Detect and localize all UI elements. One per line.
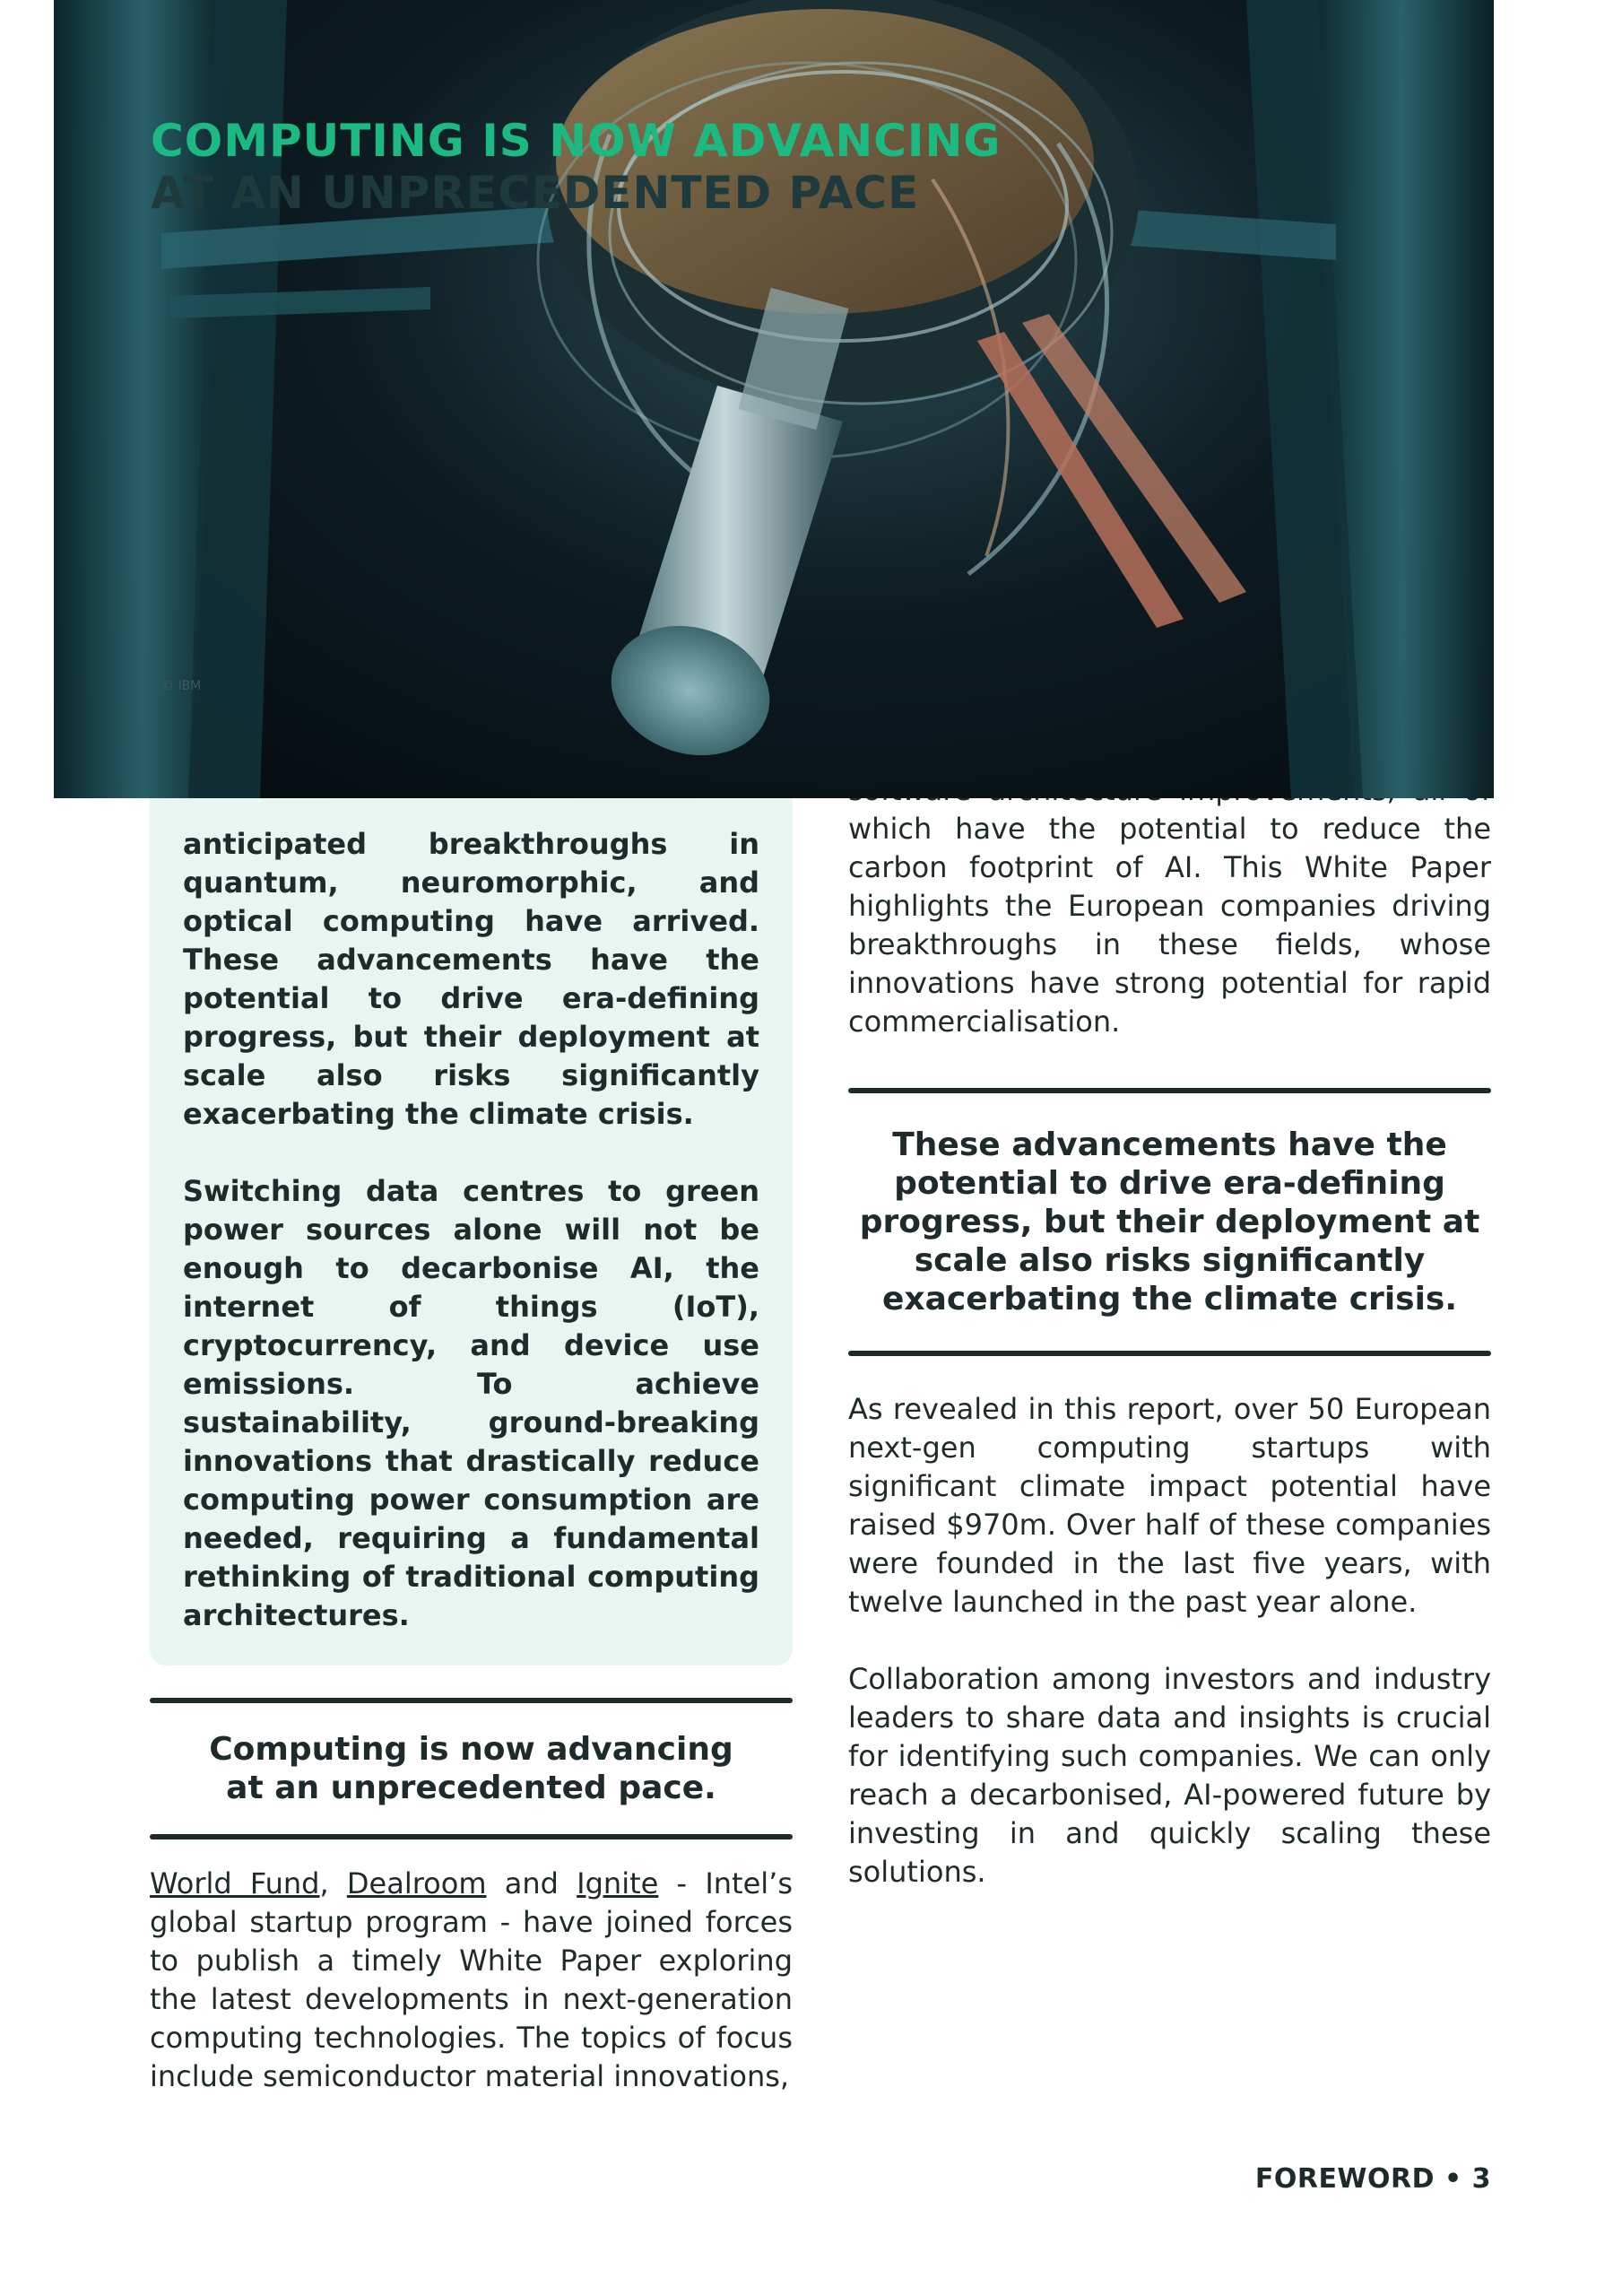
separator-text: and (486, 1866, 577, 1900)
hero-title (151, 115, 1001, 219)
highlight-box (150, 771, 793, 1665)
hero-title-line-2: AT AN UNPRECEDENTED PACE (151, 167, 920, 219)
divider-rule (150, 1834, 793, 1839)
page-number: 3 (1471, 2163, 1491, 2195)
separator-text: , (319, 1866, 347, 1900)
left-body-paragraph (150, 1865, 793, 2096)
ignite-link[interactable]: Ignite (577, 1866, 659, 1900)
right-paragraph-2: Collaboration among investors and industry leaders to share data and insights is crucial for identifying such companies. We can only reach a decarbonised, AI-powered future by investing in and quickly scaling these solutions. (848, 1662, 1491, 1889)
pull-quote-left: Computing is now advancing at an unprecedented pace. (209, 1731, 733, 1806)
right-paragraph-1: As revealed in this report, over 50 European next-gen computing startups with significant climate impact potential have raised $970m. Over half of these companies were founded in the last five years, with twelve launched in the past year alone. (848, 1392, 1491, 1619)
world-fund-link[interactable]: World Fund (150, 1866, 320, 1900)
divider-rule (848, 1088, 1491, 1093)
footer-bullet: • (1444, 2163, 1462, 2195)
left-column (150, 771, 793, 2096)
page-footer (1255, 2163, 1491, 2195)
hero-image (54, 0, 1494, 798)
divider-rule (848, 1351, 1491, 1356)
image-credit: © IBM (161, 679, 202, 693)
section-label: FOREWORD (1254, 2163, 1436, 2195)
highlight-paragraph-1: anticipated breakthroughs in quantum, neuromorphic, and optical computing have arrived. These advancements have the potential to drive era-defining progress, but their deployment at scale also risks significantly exacerbating the climate crisis. (183, 827, 759, 1131)
body-text-rest: - Intel’s global startup program - have joined forces to publish a timely White Paper exploring the latest developments in next-generation computing technologies. The topics of focus include semiconductor material innovations, (150, 1866, 794, 2093)
hero-title-line-1: COMPUTING IS NOW ADVANCING (151, 115, 1002, 167)
highlight-paragraph-2: Switching data centres to green power sources alone will not be enough to decarbonise AI, the internet of things (IoT), cryptocurrency, and device use emissions. To achieve sustainability, ground-breaking innovations that drastically reduce computing power consumption are needed, requiring a fundamental rethinking of traditional computing architectures. (183, 1174, 759, 1632)
divider-rule (150, 1698, 793, 1703)
right-intro-paragraph: which have the potential to reduce the carbon footprint of AI. This White Paper highlights the European companies driving breakthroughs in these fields, whose innovations have strong potential for rapid commercialisation. (848, 812, 1491, 1039)
dealroom-link[interactable]: Dealroom (346, 1866, 487, 1900)
pull-quote-right: These advancements have the potential to drive era-defining progress, but their deployment at scale also risks significantly exacerbating the climate crisis. (859, 1126, 1480, 1318)
right-column (848, 771, 1491, 1892)
